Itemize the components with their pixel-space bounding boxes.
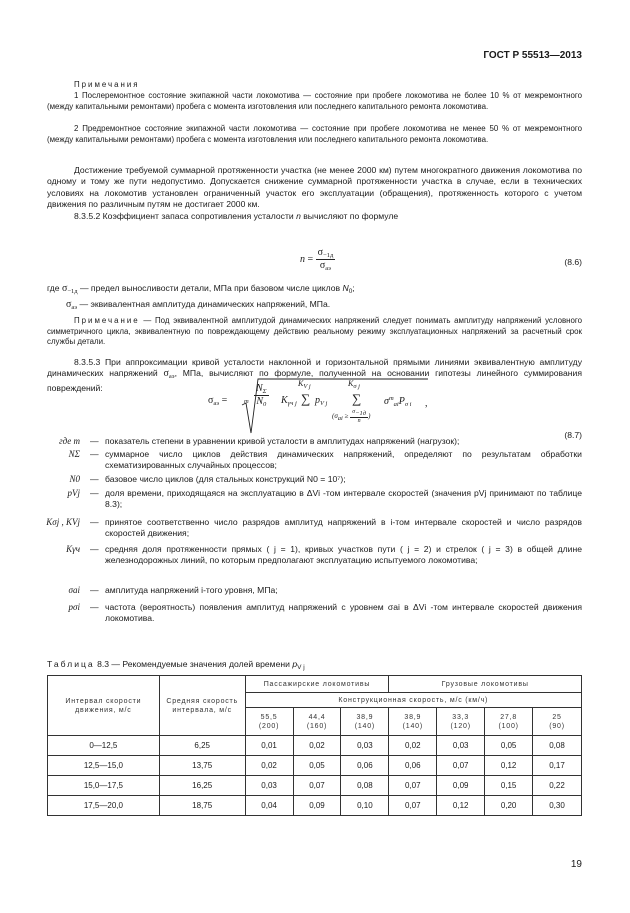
notes-title: Примечания xyxy=(74,80,140,89)
def-sym-nsigma: NΣ xyxy=(68,449,80,459)
def-sym-sigma-ai: σai xyxy=(68,585,80,595)
eq87-nsigma-fraction: $\frac{N_\Sigma}{N_0}$ xyxy=(256,383,267,408)
def-sym-n0: N0 xyxy=(69,474,80,484)
eq87-k-factor: $K_{\gamma ч j}$ xyxy=(281,395,297,407)
table-row: 0—12,5 6,25 0,01 0,02 0,03 0,02 0,03 0,05 0,08 xyxy=(48,736,582,756)
table-8-3 xyxy=(47,675,582,816)
speed-header: 44,4 (160) xyxy=(293,708,341,736)
paragraph-8-3-5-2 xyxy=(74,211,584,222)
note-1: 1 Послеремонтное состояние экипажной части локомотива — состояние при пробеге локомотива не более 10 % от межремонтного (между капитальными ремонтами) пробега с момента изготовления или последнего капитального ремонта локомотива. xyxy=(47,91,582,111)
document-page: ГОСТ Р 55513—2013 Примечания 1 Послеремонтное состояние экипажной части локомотива — состояние при пробеге локомотива не более 10 % от межремонтного (между капитальными ремонтами) пробега с момента изготовления или последнего капитального ремонта локомотива. 2 Предремонтное состояние экипажной части локомотива — состояние при пробеге локомотива не менее 50 % от межремонтного (между капитальными ремонтами) пробега с момента изготовления или последнего капитального ремонта локомотива. Достижение требуемой суммарной протяженности участка (не менее 2000 км) путем многократного движения локомотива по одному и тому же пути недопустимо. Допускается снижение суммарной протяженности участка в случае, если в технических условиях на локомотив установлен ограниченный участок его эксплуатации (обращения), протяженность которого с учетом движения по различным путям не достигает 2000 км. 8.3.5.2 Коэффициент запаса сопротивления усталости n вычисляют по формуле n = $\frac{\sigma_{-1д}}{\sigma_{аэ}}$ (8.6) где $\sigma_{-1д}$ — предел выносливости детали, МПа при базовом числе циклов $N_0$; $\sigma_{аэ}$ — эквивалентная амплитуда динамических напряжений, МПа. Примечание — Под эквивалентной амплитудой динамических напряжений следует понимать амплитуду напряжений условного симметричного цикла, эквивалентную по повреждающему действию реальному режиму эксплуатационных напряжений за расчетный срок службы детали. 8.3.5.3 При аппроксимации кривой усталости наклонной и горизонтальной прямыми линиями эквивалентную амплитуду динамических напряжений $\sigma_{аэ}$, МПа, вычисляют по формуле, полученной на основании гипотезы линейного суммирования повреждений: $\sigma_{аэ}$ = m $\frac{N_\Sigma}{N_0}$ $K_{\gamma ч j}$ $K_{V j}$ ∑ $p_{V j}$ $K_{\sigma j}$ ∑ (σai ≥ $\frac{\sigma-1д}{n}$ ) $\sigma^m_{ai}P_{\sigma i}$ , (8.7) где m — показатель степени в уравнении кривой усталости в амплитудах напряжений (нагрузок); NΣ — суммарное число циклов действия динамических напряжений, определяют по результатам обработки схематизированных случайных процессов; N0 — базовое число циклов (для стальных конструкций N0 = 10⁷); pVj — доля времени, приходящаяся на эксплуатацию в ΔVi -том интервале скоростей (значения pVj принимают по таблице 8.3); Kσj , KVj — принятое соответственно число разрядов амплитуд напряжений в i-том интервале скоростей и число разрядов скоростей движения; Kγч — средняя доля протяженности прямых ( j = 1), кривых участков пути ( j = 2) и стрелок ( j = 3) в общей длине железнодорожных линий, по которым предполагают эксплуатацию испытуемого локомотива; σai — амплитуда напряжений i-того уровня, МПа; pσi — частота (вероятность) появления амплитуд напряжений с уровнем σai в ΔVi -том интервале скоростей движения локомотива. Таблица 8.3 — Рекомендуемые значения долей времени $p_{V j}$ Интервал скорости движения, м/с Средняя скорость интервала, м/с Пассажирские локомотивы Грузовые локомотивы Конструкционная скорость, м/с (км/ч) 55,5 (200) 44,4 (160) 38,9 (140) 38,9 (140) 33,3 (120) 27,8 (100) 25 (90) 0—12,5 6,25 0,01 0,02 0,03 0,02 0,03 0,05 0,08 12,5—15,0 13,75 0,02 0,05 0,06 0,06 0,07 0,12 0,17 15,0—17,5 16,25 0,03 0,07 0,08 0,07 0,09 0,15 0,22 17,5—20,0 18,75 0,04 0,09 0,10 0,07 0,12 0,20 0,30 19 xyxy=(0,0,630,913)
where-sym-1: $\sigma_{-1д}$ xyxy=(61,283,78,295)
eq87-comma: , xyxy=(425,398,428,409)
where-line-1: где $\sigma_{-1д}$ — предел выносливости детали, МПа при базовом числе циклов $N_0$; xyxy=(47,283,355,295)
equation-8-6: n = $\frac{\sigma_{-1д}}{\sigma_{аэ}}$ xyxy=(300,247,334,272)
speed-header: 27,8 (100) xyxy=(485,708,533,736)
eq86-lhs: n xyxy=(300,253,305,265)
speed-header: 33,3 (120) xyxy=(437,708,485,736)
eq87-sum2-top: $K_{\sigma j}$ xyxy=(348,379,360,390)
table-row: 15,0—17,5 16,25 0,03 0,07 0,08 0,07 0,09 0,15 0,22 xyxy=(48,776,582,796)
def-text-n0: базовое число циклов (для стальных конструкций N0 = 10⁷); xyxy=(105,474,346,484)
def-sym-kgch: Kγч xyxy=(66,544,80,554)
p8352-post: вычисляют по формуле xyxy=(300,211,399,221)
table-caption: Таблица 8.3 — Рекомендуемые значения долей времени $p_{V j}$ xyxy=(47,659,305,671)
note-2: 2 Предремонтное состояние экипажной части локомотива — состояние при пробеге локомотива не менее 50 % от межремонтного (между капитальными ремонтами) пробега с момента изготовления или последнего капитального ремонта локомотива. xyxy=(47,124,582,144)
col-avg-header: Средняя скорость интервала, м/с xyxy=(159,676,245,736)
p8352-var: n xyxy=(296,211,301,221)
page-number: 19 xyxy=(570,859,582,870)
document-header: ГОСТ Р 55513—2013 xyxy=(483,50,582,61)
def-text-pvj: доля времени, приходящаяся на эксплуатацию в ΔVi -том интервале скоростей (значения pVj принимают по таблице 8.3); xyxy=(105,488,582,510)
def-sym-m: где m xyxy=(59,436,80,446)
where-word: где xyxy=(47,283,60,293)
def-text-m: показатель степени в уравнении кривой усталости в амплитудах напряжений (нагрузок); xyxy=(105,436,460,446)
eq86-fraction xyxy=(316,247,336,272)
eq86-den-sub: аэ xyxy=(325,265,331,272)
eq87-sigma-term: $\sigma^m_{ai}P_{\sigma i}$ xyxy=(384,395,412,408)
where-sym-2: $\sigma_{аэ}$ xyxy=(66,299,78,311)
eq87-sum1-top: $K_{V j}$ xyxy=(298,379,311,390)
def-sym-p-sigma: pσi xyxy=(68,602,80,612)
paragraph-total-length: Достижение требуемой суммарной протяженности участка (не менее 2000 км) путем многократного движения локомотива по одному и тому же пути недопустимо. Допускается снижение суммарной протяженности участка в случае, если в технических условиях на локомотив установлен ограниченный участок его эксплуатации (обращения), протяженность которого с учетом движения по различным путям не достигает 2000 км. xyxy=(47,165,582,210)
note-3-title: Примечание xyxy=(74,316,140,325)
def-sym-k: Kσj , KVj xyxy=(46,517,80,527)
eq87-sum2-symbol: ∑ xyxy=(352,391,362,406)
speed-header: 38,9 (140) xyxy=(389,708,437,736)
where-line-2: $\sigma_{аэ}$ — эквивалентная амплитуда динамических напряжений, МПа. xyxy=(66,299,331,311)
def-text-nsigma: суммарное число циклов действия динамических напряжений, определяют по результатам обработки схематизированных случайных процессов; xyxy=(105,449,582,471)
p8352-pre: 8.3.5.2 Коэффициент запаса сопротивления усталости xyxy=(74,211,297,221)
col-interval-header: Интервал скорости движения, м/с xyxy=(48,676,160,736)
eq86-num-sub: −1д xyxy=(323,252,334,259)
note-3 xyxy=(47,316,582,348)
eq87-lhs: $\sigma_{аэ}$ = xyxy=(208,395,228,407)
def-text-p-sigma: частота (вероятность) появления амплитуд напряжений с уровнем σai в ΔVi -том интервале скоростей движения локомотива. xyxy=(105,602,582,624)
speed-header: 25 (90) xyxy=(533,708,582,736)
def-text-k: принятое соответственно число разрядов амплитуд напряжений в i-том интервале скоростей и число разрядов скоростей движения; xyxy=(105,517,582,539)
note-3-text: — Под эквивалентной амплитудой динамических напряжений следует понимать амплитуду напряжений условного симметричного цикла, эквивалентную по повреждающему действию реальному режиму эксплуатационных напряжений за расчетный срок службы детали. xyxy=(47,316,582,347)
eq87-p-term: $p_{V j}$ xyxy=(315,395,328,407)
speed-header: 38,9 (140) xyxy=(341,708,389,736)
speed-header: 55,5 (200) xyxy=(245,708,293,736)
eq86-den-sym: σ xyxy=(319,260,326,271)
group-freight-header: Грузовые локомотивы xyxy=(389,676,582,693)
eq86-num-sym: σ xyxy=(317,247,324,258)
table-row: 17,5—20,0 18,75 0,04 0,09 0,10 0,07 0,12 0,20 0,30 xyxy=(48,796,582,816)
paragraph-8-3-5-3: 8.3.5.3 При аппроксимации кривой усталости наклонной и горизонтальной прямыми линиями эквивалентную амплитуду динамических напряжений $\sigma_{аэ}$, МПа, вычисляют по формуле, полученной на основании гипотезы линейного суммирования повреждений: xyxy=(47,357,582,393)
eq87-sum2-condition: (σai ≥ $\frac{\sigma-1д}{n}$ ) xyxy=(332,409,371,424)
table-caption-label: Таблица xyxy=(47,659,95,669)
def-text-sigma-ai: амплитуда напряжений i-того уровня, МПа; xyxy=(105,585,278,595)
eq87-root-index: m xyxy=(244,398,249,405)
table-row: 12,5—15,0 13,75 0,02 0,05 0,06 0,06 0,07 0,12 0,17 xyxy=(48,756,582,776)
def-text-kgch: средняя доля протяженности прямых ( j = 1), кривых участков пути ( j = 2) и стрелок ( j = 3) в общей длине железнодорожных линий, по которым предполагают эксплуатацию испытуемого локомотива; xyxy=(105,544,582,566)
equation-number-8-6: (8.6) xyxy=(564,257,582,267)
equation-number-8-7: (8.7) xyxy=(564,430,582,440)
def-sym-pvj: pVj xyxy=(67,488,80,498)
eq87-sum1-symbol: ∑ xyxy=(301,391,311,406)
group-passenger-header: Пассажирские локомотивы xyxy=(245,676,389,693)
group-speed-header: Конструкционная скорость, м/с (км/ч) xyxy=(245,693,581,708)
